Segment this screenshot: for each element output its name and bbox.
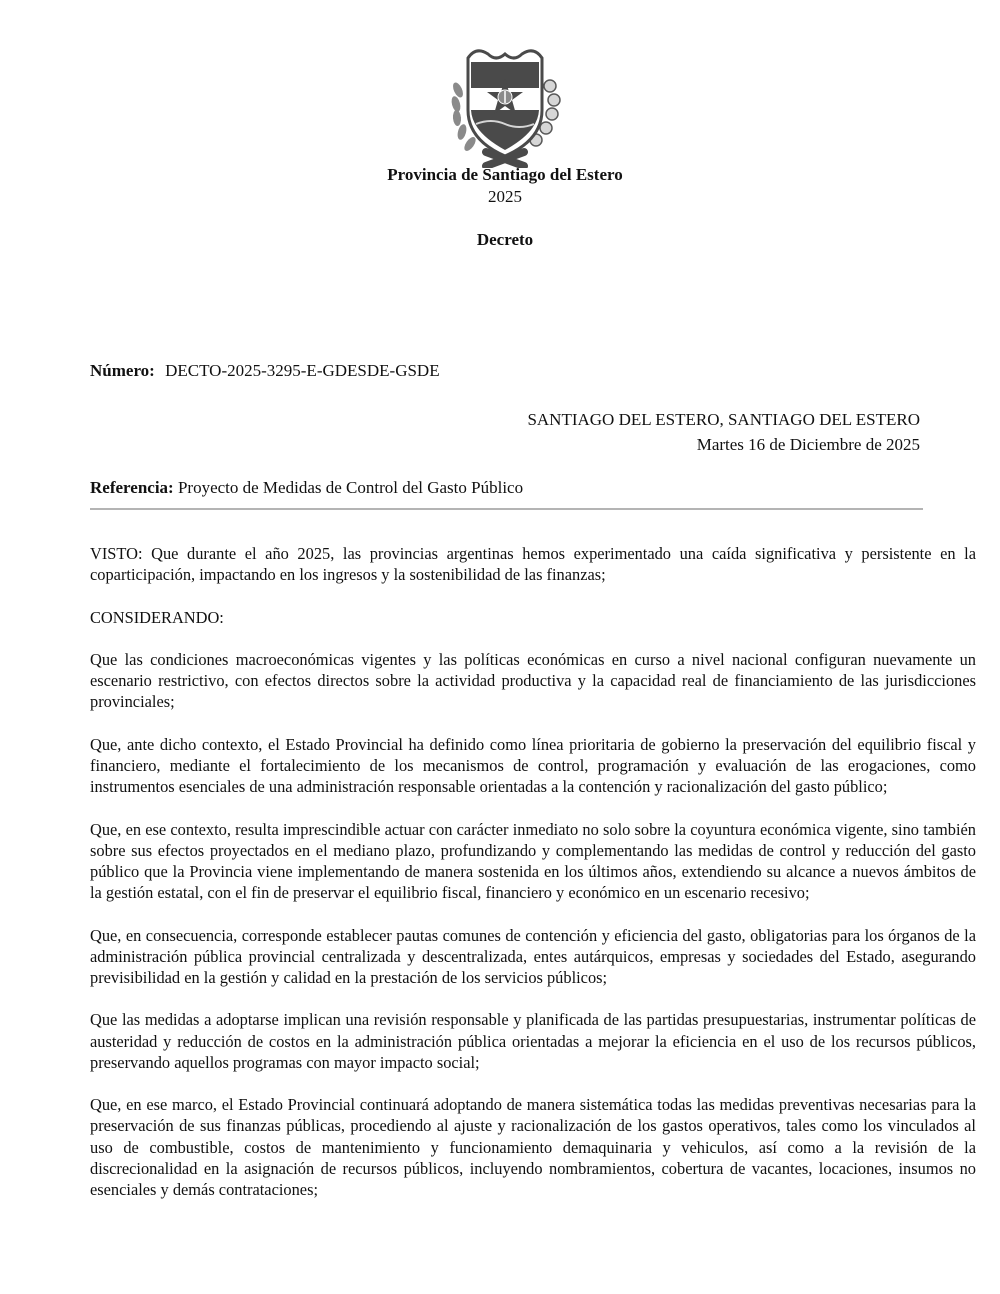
- number-label: Número:: [90, 361, 155, 380]
- document-number: [90, 361, 440, 381]
- province-title: Provincia de Santiago del Estero: [387, 165, 623, 184]
- paragraph: Que, en ese contexto, resulta imprescindible actuar con carácter inmediato no solo sobre la coyuntura económica vigente, sino también sobre sus efectos proyectados en el mediano plazo, profundizando y complementando las medidas de control y reducción del gasto público que la Provincia viene implementando de manera sostenida en los últimos años, extendiendo su alcance a nuevos ámbitos de la gestión estatal, con el fin de preservar el equilibrio fiscal, financiero y económico en un escenario recesivo;: [90, 819, 976, 903]
- paragraph: Que las medidas a adoptarse implican una revisión responsable y planificada de las partidas presupuestarias, instrumentar políticas de austeridad y reducción de costos en la administración pública orientadas a mejorar la eficiencia en el uso de los recursos públicos, preservando aquellos programas con mayor impacto social;: [90, 1010, 976, 1072]
- document-year: 2025: [488, 187, 522, 206]
- date: Martes 16 de Diciembre de 2025: [696, 435, 920, 454]
- paragraph-considerando: CONSIDERANDO:: [90, 607, 224, 627]
- paragraph: Que, ante dicho contexto, el Estado Provincial ha definido como línea prioritaria de gobierno la preservación del equilibrio fiscal y financiero, mediante el fortalecimiento de los mecanismos de control, programación y evaluación de las erogaciones, como instrumentos esenciales de una administración responsable orientadas a la contención y racionalización del gasto público;: [90, 734, 976, 797]
- paragraph-visto: VISTO: Que durante el año 2025, las provincias argentinas hemos experimentado una caída significativa y persistente en la coparticipación, impactando en los ingresos y la sostenibilidad de las finanzas;: [90, 544, 976, 585]
- document-body: [90, 543, 976, 1221]
- number-value: DECTO-2025-3295-E-GDESDE-GSDE: [165, 361, 440, 380]
- separator-line: [90, 508, 923, 510]
- reference-value: Proyecto de Medidas de Control del Gasto Público: [177, 478, 524, 497]
- reference: [90, 478, 523, 498]
- place-and-date: [527, 407, 920, 457]
- paragraph: Que, en ese marco, el Estado Provincial continuará adoptando de manera sistemática todas las medidas preventivas necesarias para la preservación de sus finanzas públicas, procediendo al ajuste y racionalización de los gastos operativos, tales como los vinculados al uso de combustible, costos de mantenimiento y funcionamiento demaquinaria y vehiculos, así como a la revisión de la discrecionalidad en la asignación de recursos públicos, incluyendo nombramientos, cobertura de vacantes, locaciones, insumos no esenciales y demás contrataciones;: [90, 1095, 976, 1199]
- province-seal-icon: [446, 40, 564, 168]
- reference-label: Referencia:: [90, 478, 174, 497]
- document-type: Decreto: [476, 230, 534, 249]
- paragraph: Que, en consecuencia, corresponde establecer pautas comunes de contención y eficiencia del gasto, obligatorias para los órganos de la administración pública provincial centralizada y descentralizada, entes autárquicos, empresas y sociedades del Estado, asegurando previsibilidad en la gestión y calidad en la prestación de los servicios públicos;: [90, 925, 976, 987]
- place: SANTIAGO DEL ESTERO, SANTIAGO DEL ESTERO: [527, 410, 920, 429]
- paragraph: Que las condiciones macroeconómicas vigentes y las políticas económicas en curso a nivel nacional configuran nuevamente un escenario restrictivo, con efectos directos sobre la actividad productiva y la capacidad real de financiamiento de las jurisdicciones provinciales;: [90, 649, 976, 712]
